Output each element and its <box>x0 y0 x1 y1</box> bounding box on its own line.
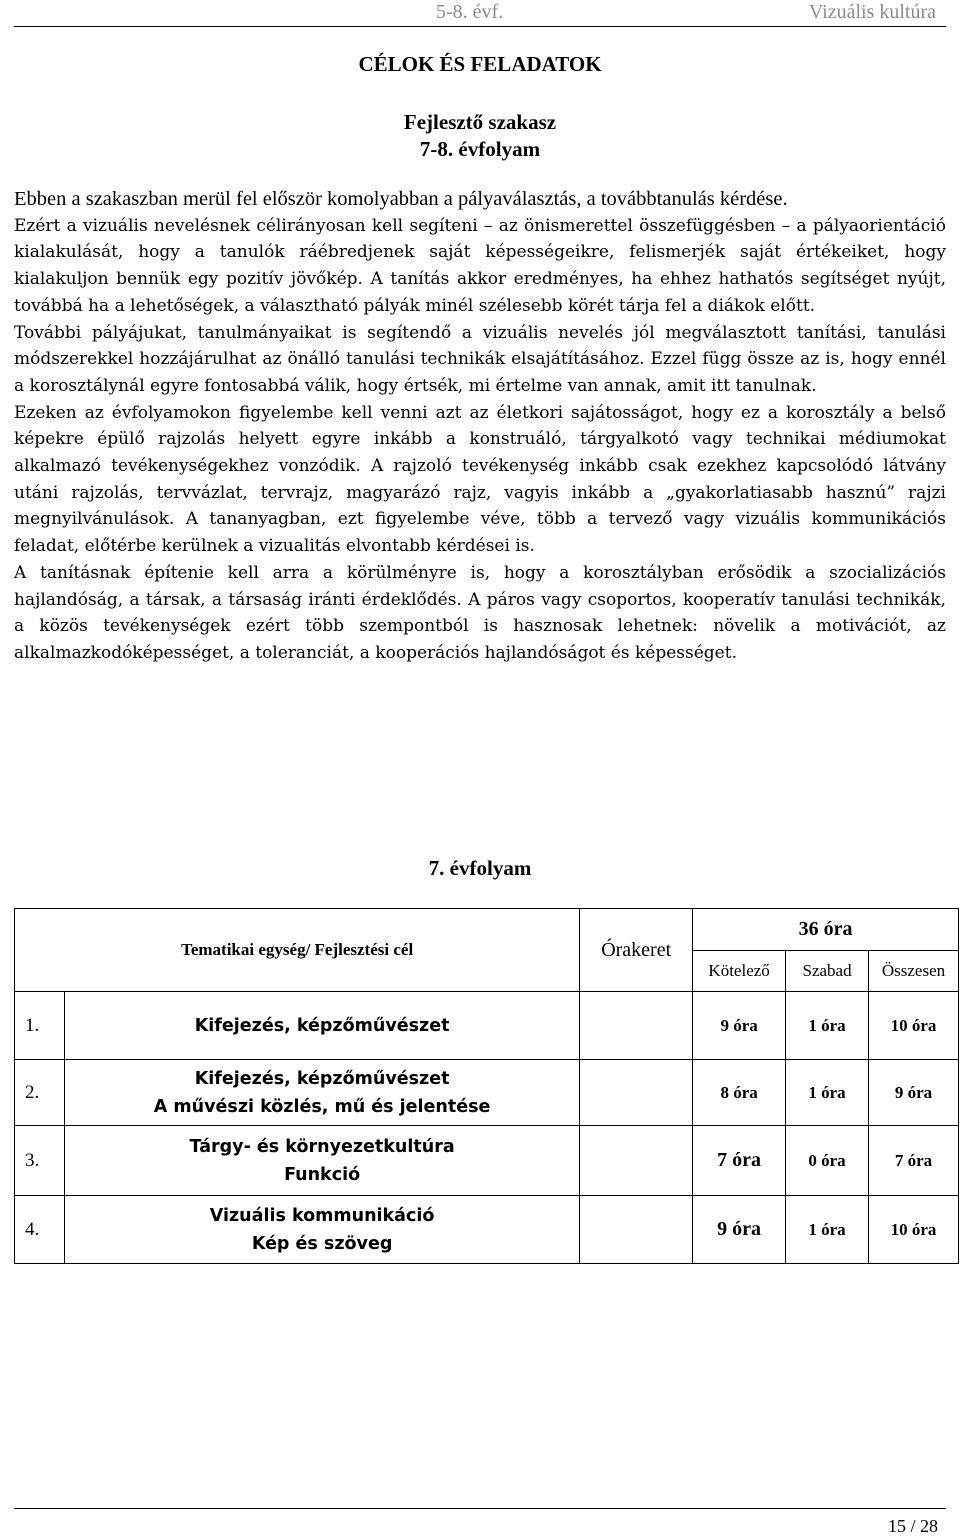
table-row <box>15 1060 959 1126</box>
intro-paragraph: Ebben a szakaszban merül fel először komolyabban a pályaválasztás, a továbbtanulás kérdése. <box>14 188 788 210</box>
row-number: 3. <box>15 1126 65 1196</box>
paragraph: A tanításnak építenie kell arra a körülményre is, hogy a korosztályban erősödik a szocializációs hajlandóság, a társak, a társaság iránti érdeklődés. A páros vagy csoportos, kooperatív tanulási technikák, a közös tevékenységek ezért több szempontból is hasznosak lehetnek: növelik a motivációt, az alkalmazkodóképességet, a toleranciát, a kooperációs hajlandóságot és képességet. <box>14 562 946 663</box>
paragraph: Ezért a vizuális nevelésnek célirányosan kell segíteni – az önismerettel összefüggésben – a pályaorientáció kialakulását, hogy a tanulók ráébredjenek saját képességeikre, felismerjék saját értékeiket, hogy kialakuljon bennük egy pozitív jövőkép. A tanítás akkor eredményes, ha ehhez hathatós segítséget nyújt, továbbá ha a lehetőségek, a választható pályák minél szélesebb körét tárja fel a diákok előtt. <box>14 215 946 316</box>
row-orakeret <box>580 1126 693 1196</box>
header-subject: Vizuális kultúra <box>808 1 936 23</box>
row-kotelezo: 9 óra <box>693 992 786 1060</box>
table-row <box>15 1126 959 1196</box>
col-kotelezo-header: Kötelező <box>693 951 786 992</box>
row-topic <box>64 992 579 1060</box>
row-topic <box>64 1060 579 1126</box>
row-kotelezo: 9 óra <box>693 1196 786 1264</box>
body-text <box>14 186 946 667</box>
topic-line: Tárgy- és környezetkultúra <box>189 1136 455 1157</box>
page-header <box>0 0 960 26</box>
page-title: CÉLOK ÉS FELADATOK <box>358 52 602 76</box>
row-szabad: 1 óra <box>786 992 869 1060</box>
table-row <box>15 1196 959 1264</box>
row-szabad: 0 óra <box>786 1126 869 1196</box>
grade-title: 7. évfolyam <box>428 856 532 880</box>
page-number: 15 / 28 <box>887 1516 938 1536</box>
footer-divider <box>14 1508 946 1509</box>
row-topic <box>64 1196 579 1264</box>
topic-line: Kifejezés, képzőművészet <box>194 1068 450 1089</box>
topic-line: Kép és szöveg <box>251 1233 393 1254</box>
col-topic-header: Tematikai egység/ Fejlesztési cél <box>15 909 580 992</box>
hours-table <box>14 908 959 1264</box>
total-hours: 36 óra <box>693 909 959 951</box>
row-osszesen: 7 óra <box>869 1126 959 1196</box>
row-orakeret <box>580 992 693 1060</box>
row-orakeret <box>580 1196 693 1264</box>
row-osszesen: 10 óra <box>869 992 959 1060</box>
row-number: 2. <box>15 1060 65 1126</box>
topic-line: Funkció <box>284 1164 361 1185</box>
paragraph: Ezeken az évfolyamokon figyelembe kell venni azt az életkori sajátosságot, hogy ez a korosztály a belső képekre épülő rajzolás helyett egyre inkább a konstruáló, tárgyalkotó vagy technikai médiumokat alkalmazó tevékenységekhez vonzódik. A rajzoló tevékenység inkább csak ezekhez kapcsolódó látvány utáni rajzolás, tervvázlat, tervrajz, magyarázó rajz, vagyis inkább a „gyakorlatiasabb hasznú” rajzi megnyilvánulások. A tananyagban, ezt figyelembe véve, több a tervező vagy vizuális kommunikációs feladat, előtérbe kerülnek a vizualitás elvontabb kérdései is. <box>14 402 946 557</box>
header-grade: 5-8. évf. <box>436 1 504 23</box>
row-topic <box>64 1126 579 1196</box>
col-osszesen-header: Összesen <box>869 951 959 992</box>
row-osszesen: 9 óra <box>869 1060 959 1126</box>
row-szabad: 1 óra <box>786 1196 869 1264</box>
table-header-row <box>15 909 959 951</box>
header-divider <box>14 26 946 27</box>
col-orakeret-header: Órakeret <box>580 909 693 992</box>
row-number: 1. <box>15 992 65 1060</box>
row-szabad: 1 óra <box>786 1060 869 1126</box>
row-osszesen: 10 óra <box>869 1196 959 1264</box>
topic-line: Vizuális kommunikáció <box>209 1205 435 1226</box>
section-title: Fejlesztő szakasz <box>403 110 557 134</box>
topic-line: Kifejezés, képzőművészet <box>194 1015 450 1036</box>
row-number: 4. <box>15 1196 65 1264</box>
table-row <box>15 992 959 1060</box>
topic-line: A művészi közlés, mű és jelentése <box>153 1096 491 1117</box>
col-szabad-header: Szabad <box>786 951 869 992</box>
paragraph: További pályájukat, tanulmányaikat is segítendő a vizuális nevelés jól megválasztott tanítási, tanulási módszerekkel hozzájárulhat az önálló tanulási technikák elsajátításához. Ezzel függ össze az is, hogy ennél a korosztálynál egyre fontosabbá válik, hogy értsék, mi értelme van annak, amit itt tanulnak. <box>14 322 946 396</box>
row-kotelezo: 7 óra <box>693 1126 786 1196</box>
row-orakeret <box>580 1060 693 1126</box>
row-kotelezo: 8 óra <box>693 1060 786 1126</box>
section-grades: 7-8. évfolyam <box>419 137 541 161</box>
